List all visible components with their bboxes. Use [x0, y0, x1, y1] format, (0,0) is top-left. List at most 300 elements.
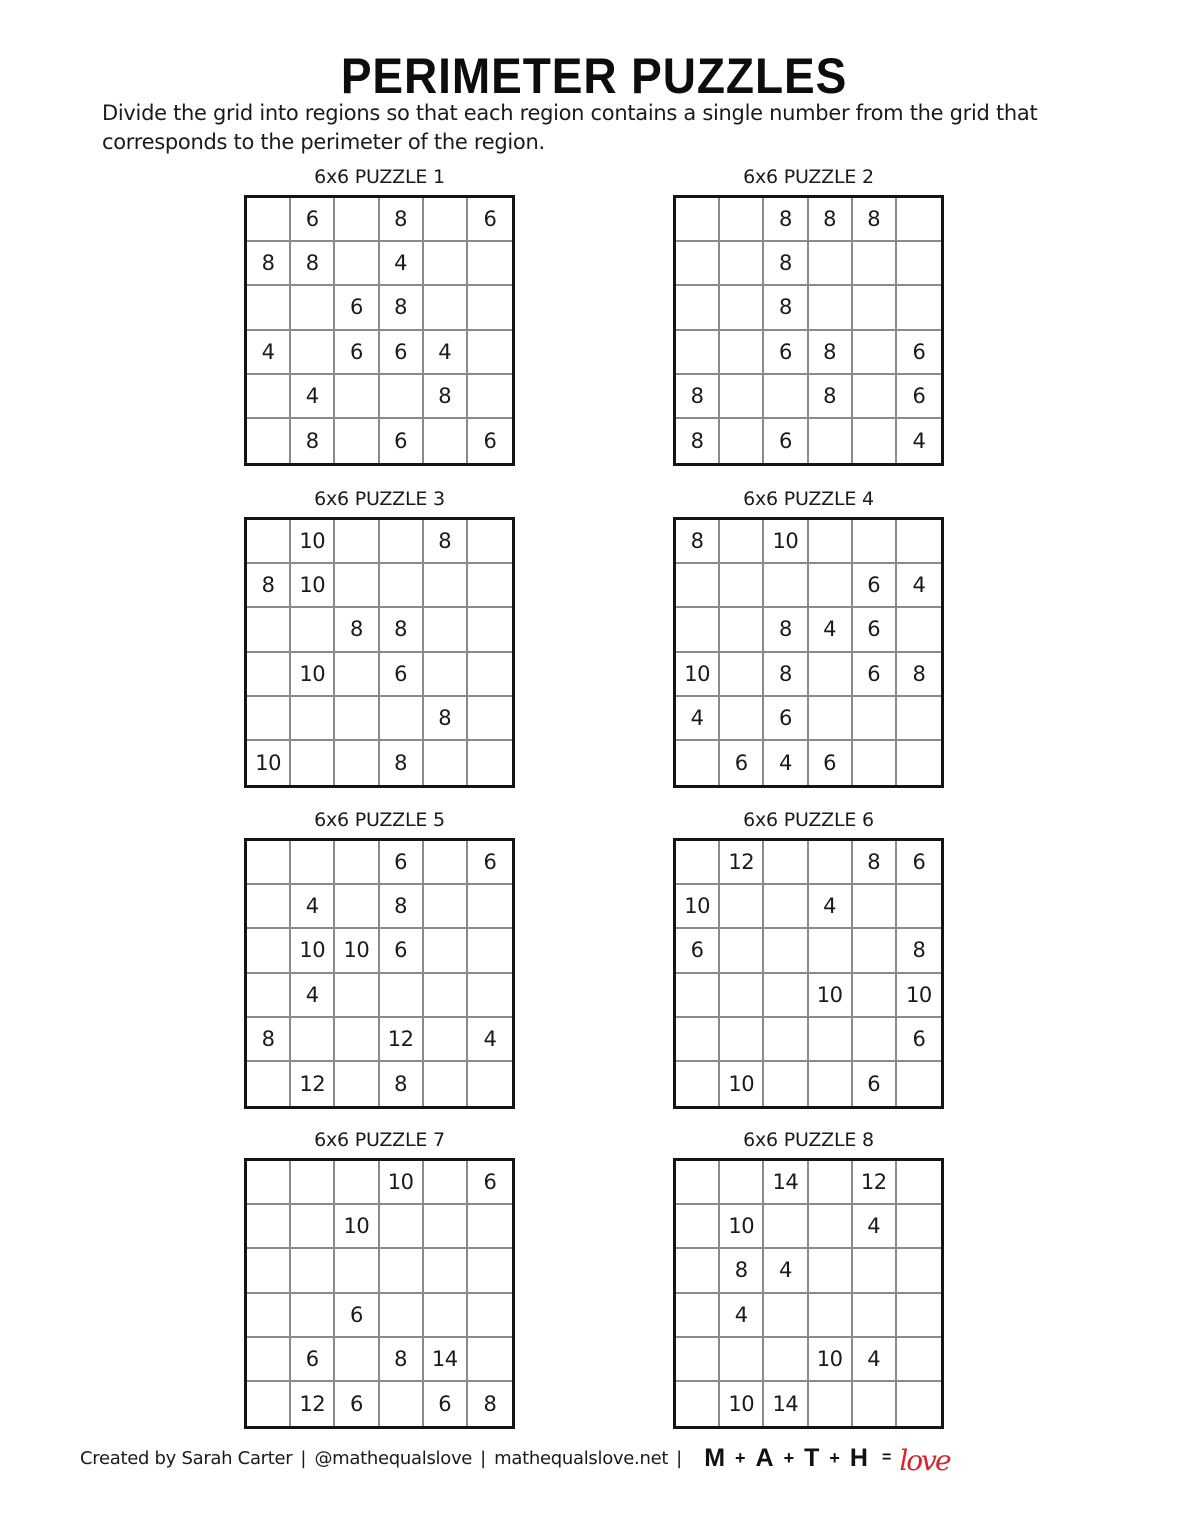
grid-cell: 10: [335, 1205, 379, 1249]
grid-cell: 12: [291, 1062, 335, 1106]
grid-cell: [291, 841, 335, 885]
grid-cell: [424, 741, 468, 785]
grid-cell: [380, 1249, 424, 1293]
grid-cell: [853, 1294, 897, 1338]
grid-cell: [853, 331, 897, 375]
grid-cell: 4: [764, 741, 808, 785]
grid-cell: 10: [809, 1338, 853, 1382]
grid-cell: [468, 1338, 512, 1382]
grid-cell: [720, 1161, 764, 1205]
grid-cell: 4: [291, 375, 335, 419]
grid-cell: [897, 885, 941, 929]
grid-cell: 6: [809, 741, 853, 785]
grid-cell: [676, 331, 720, 375]
grid-cell: 6: [853, 653, 897, 697]
grid-cell: 10: [720, 1062, 764, 1106]
grid-cell: [380, 974, 424, 1018]
grid-cell: [247, 885, 291, 929]
grid-cell: [468, 331, 512, 375]
grid-cell: [468, 564, 512, 608]
grid-cell: 6: [335, 1294, 379, 1338]
grid-cell: 4: [853, 1205, 897, 1249]
grid-cell: [853, 1249, 897, 1293]
grid-cell: 8: [424, 375, 468, 419]
grid-cell: 4: [809, 608, 853, 652]
grid-cell: 4: [247, 331, 291, 375]
grid-cell: 10: [809, 974, 853, 1018]
grid-cell: [424, 286, 468, 330]
grid-cell: [853, 520, 897, 564]
grid-cell: [291, 331, 335, 375]
grid-cell: 4: [380, 242, 424, 286]
grid-cell: [468, 885, 512, 929]
grid-cell: [720, 331, 764, 375]
grid-cell: [291, 1161, 335, 1205]
social-handle: @mathequalslove: [314, 1447, 473, 1469]
grid-cell: 6: [853, 608, 897, 652]
grid-cell: [897, 608, 941, 652]
grid-cell: 4: [291, 885, 335, 929]
puzzle-label: 6x6 PUZZLE 5: [314, 809, 445, 831]
brand-letter-t: T: [804, 1443, 820, 1472]
grid-cell: [335, 198, 379, 242]
grid-cell: 12: [720, 841, 764, 885]
grid-cell: [676, 974, 720, 1018]
grid-cell: [380, 1294, 424, 1338]
grid-cell: 8: [291, 242, 335, 286]
puzzle-label: 6x6 PUZZLE 7: [314, 1129, 445, 1151]
grid-cell: 6: [764, 697, 808, 741]
grid-cell: [291, 1249, 335, 1293]
grid-cell: 8: [764, 608, 808, 652]
grid-cell: [468, 1249, 512, 1293]
grid-cell: [380, 375, 424, 419]
grid-cell: [247, 1338, 291, 1382]
grid-cell: [897, 1161, 941, 1205]
grid-cell: 6: [764, 419, 808, 463]
grid-cell: 8: [424, 697, 468, 741]
grid-cell: [897, 1338, 941, 1382]
grid-cell: [809, 242, 853, 286]
grid-cell: [676, 1161, 720, 1205]
footer: [80, 1442, 950, 1477]
grid-cell: [809, 1161, 853, 1205]
grid-cell: 4: [912, 428, 926, 453]
footer-separator: |: [480, 1447, 487, 1469]
grid-cell: [676, 608, 720, 652]
grid-cell: [853, 286, 897, 330]
grid-cell: 6: [897, 331, 941, 375]
grid-cell: 8: [380, 608, 424, 652]
grid-cell: 8: [853, 198, 897, 242]
grid-cell: [897, 198, 941, 242]
grid-cell: [247, 1161, 291, 1205]
grid-cell: 6: [853, 564, 897, 608]
grid-cell: [720, 1338, 764, 1382]
grid-cell: [424, 1062, 468, 1106]
grid-cell: [468, 242, 512, 286]
grid-cell: 6: [291, 198, 335, 242]
grid-cell: 10: [380, 1161, 424, 1205]
grid-cell: 8: [809, 375, 853, 419]
grid-cell: [335, 885, 379, 929]
grid-cell: 6: [380, 929, 424, 973]
footer-separator: |: [300, 1447, 307, 1469]
grid-cell: [291, 697, 335, 741]
grid-cell: [720, 653, 764, 697]
grid-cell: [853, 375, 897, 419]
grid-cell: 6: [424, 1382, 468, 1426]
grid-cell: [809, 564, 853, 608]
equals-icon: =: [881, 1449, 892, 1466]
plus-icon: +: [829, 1447, 840, 1468]
grid-cell: [468, 653, 512, 697]
grid-cell: [720, 520, 764, 564]
footer-separator: |: [676, 1447, 683, 1469]
grid-cell: [247, 419, 291, 463]
grid-cell: [764, 974, 808, 1018]
grid-cell: [720, 419, 764, 463]
puzzle-grid: [244, 838, 515, 1109]
grid-cell: 6: [897, 841, 941, 885]
grid-cell: [380, 564, 424, 608]
grid-cell: [247, 286, 291, 330]
grid-cell: 6: [335, 286, 379, 330]
grid-cell: [720, 929, 764, 973]
puzzle-grid: [244, 517, 515, 788]
grid-cell: 14: [424, 1338, 468, 1382]
grid-cell: [809, 1205, 853, 1249]
grid-cell: 4: [853, 1338, 897, 1382]
brand-letter-a: A: [755, 1443, 774, 1472]
grid-cell: [247, 1382, 291, 1426]
grid-cell: [853, 929, 897, 973]
grid-cell: [380, 1382, 424, 1426]
grid-cell: [335, 375, 379, 419]
grid-cell: [720, 564, 764, 608]
grid-cell: [676, 1018, 720, 1062]
grid-cell: [764, 1018, 808, 1062]
puzzle-label: 6x6 PUZZLE 1: [314, 166, 445, 188]
grid-cell: [468, 375, 512, 419]
grid-cell: [809, 841, 853, 885]
grid-cell: [380, 697, 424, 741]
grid-cell: 8: [380, 1338, 424, 1382]
grid-cell: [335, 242, 379, 286]
grid-cell: 6: [291, 1338, 335, 1382]
grid-cell: 4: [424, 331, 468, 375]
grid-cell: 4: [676, 697, 720, 741]
grid-cell: 8: [897, 929, 941, 973]
grid-cell: [897, 1205, 941, 1249]
grid-cell: 8: [676, 520, 720, 564]
grid-cell: 10: [720, 1382, 764, 1426]
grid-cell: [764, 885, 808, 929]
puzzle-label: 6x6 PUZZLE 4: [743, 488, 874, 510]
grid-cell: [424, 419, 468, 463]
grid-cell: [897, 286, 941, 330]
grid-cell: 4: [468, 1018, 512, 1062]
grid-cell: [720, 375, 764, 419]
grid-cell: [897, 1382, 941, 1426]
grid-cell: [424, 1018, 468, 1062]
grid-cell: [853, 974, 897, 1018]
grid-cell: 10: [676, 653, 720, 697]
grid-cell: 8: [809, 198, 853, 242]
grid-cell: [809, 1249, 853, 1293]
grid-cell: [809, 1062, 853, 1106]
puzzle-grid: [244, 195, 515, 466]
grid-cell: [897, 242, 941, 286]
grid-cell: 10: [291, 520, 335, 564]
grid-cell: [764, 841, 808, 885]
grid-cell: [335, 841, 379, 885]
grid-cell: 8: [424, 520, 468, 564]
grid-cell: [764, 564, 808, 608]
grid-cell: [247, 608, 291, 652]
grid-cell: [424, 608, 468, 652]
grid-cell: [809, 286, 853, 330]
grid-cell: [424, 885, 468, 929]
grid-cell: [676, 1294, 720, 1338]
grid-cell: [853, 1018, 897, 1062]
grid-cell: [424, 653, 468, 697]
grid-cell: 8: [247, 1018, 291, 1062]
plus-icon: +: [735, 1447, 746, 1468]
grid-cell: 6: [380, 653, 424, 697]
grid-cell: [335, 520, 379, 564]
grid-cell: [676, 242, 720, 286]
grid-cell: [764, 375, 808, 419]
grid-cell: [720, 608, 764, 652]
puzzle-grid: [244, 1158, 515, 1429]
grid-cell: 8: [380, 286, 424, 330]
grid-cell: [853, 741, 897, 785]
grid-cell: [676, 841, 720, 885]
grid-cell: [809, 929, 853, 973]
grid-cell: 8: [380, 885, 424, 929]
grid-cell: [853, 419, 897, 463]
grid-cell: [335, 741, 379, 785]
grid-cell: [468, 1062, 512, 1106]
grid-cell: 10: [720, 1205, 764, 1249]
grid-cell: [335, 974, 379, 1018]
puzzle-grid: [673, 195, 944, 466]
grid-cell: [897, 697, 941, 741]
love-script: love: [899, 1443, 950, 1477]
puzzle-label: 6x6 PUZZLE 6: [743, 809, 874, 831]
grid-cell: 6: [764, 331, 808, 375]
puzzle-label: 6x6 PUZZLE 2: [743, 166, 874, 188]
grid-cell: [809, 1294, 853, 1338]
grid-cell: [335, 697, 379, 741]
grid-cell: [720, 242, 764, 286]
grid-cell: 6: [468, 198, 512, 242]
brand-letter-h: H: [849, 1443, 868, 1472]
grid-cell: [291, 741, 335, 785]
grid-cell: [424, 929, 468, 973]
grid-cell: 10: [676, 885, 720, 929]
grid-cell: 10: [291, 653, 335, 697]
grid-cell: 8: [483, 1391, 497, 1416]
grid-cell: 8: [809, 331, 853, 375]
grid-cell: [853, 885, 897, 929]
brand-logo: [700, 1442, 949, 1475]
grid-cell: [468, 697, 512, 741]
grid-cell: [897, 1249, 941, 1293]
grid-cell: [247, 375, 291, 419]
grid-cell: [853, 697, 897, 741]
grid-cell: [424, 1294, 468, 1338]
grid-cell: [468, 741, 512, 785]
website-link[interactable]: mathequalslove.net: [494, 1447, 669, 1469]
grid-cell: [764, 1062, 808, 1106]
grid-cell: [764, 1338, 808, 1382]
grid-cell: 6: [468, 1161, 512, 1205]
puzzle-grid: [673, 517, 944, 788]
grid-cell: [291, 1018, 335, 1062]
grid-cell: 8: [853, 841, 897, 885]
grid-cell: [335, 1018, 379, 1062]
grid-cell: 6: [853, 1062, 897, 1106]
grid-cell: 4: [809, 885, 853, 929]
grid-cell: [424, 564, 468, 608]
grid-cell: 8: [335, 608, 379, 652]
grid-cell: [676, 1062, 720, 1106]
grid-cell: [853, 242, 897, 286]
grid-cell: [247, 697, 291, 741]
grid-cell: [247, 1062, 291, 1106]
grid-cell: [764, 1294, 808, 1338]
grid-cell: [335, 419, 379, 463]
grid-cell: 10: [291, 564, 335, 608]
grid-cell: 8: [676, 419, 720, 463]
grid-cell: 8: [764, 286, 808, 330]
grid-cell: [247, 841, 291, 885]
grid-cell: 6: [483, 428, 497, 453]
grid-cell: [291, 608, 335, 652]
grid-cell: [291, 1205, 335, 1249]
grid-cell: [247, 198, 291, 242]
grid-cell: [764, 929, 808, 973]
grid-cell: [380, 1205, 424, 1249]
grid-cell: 10: [247, 741, 291, 785]
grid-cell: [720, 198, 764, 242]
grid-cell: [247, 929, 291, 973]
grid-cell: [247, 1249, 291, 1293]
grid-cell: 6: [897, 375, 941, 419]
grid-cell: [764, 1205, 808, 1249]
grid-cell: 6: [380, 419, 424, 463]
grid-cell: [468, 520, 512, 564]
grid-cell: 10: [335, 929, 379, 973]
grid-cell: [676, 741, 720, 785]
grid-cell: [676, 564, 720, 608]
plus-icon: +: [783, 1447, 795, 1468]
grid-cell: 4: [897, 564, 941, 608]
grid-cell: 4: [764, 1249, 808, 1293]
grid-cell: [720, 974, 764, 1018]
grid-cell: [468, 1205, 512, 1249]
grid-cell: [676, 1205, 720, 1249]
grid-cell: 6: [676, 929, 720, 973]
grid-cell: [468, 1294, 512, 1338]
grid-cell: [424, 841, 468, 885]
brand-letter-m: M: [704, 1443, 726, 1472]
grid-cell: 8: [897, 653, 941, 697]
page-title: PERIMETER PUZZLES: [340, 48, 848, 104]
grid-cell: [335, 1338, 379, 1382]
grid-cell: [291, 1294, 335, 1338]
grid-cell: 12: [291, 1382, 335, 1426]
grid-cell: [424, 1249, 468, 1293]
grid-cell: [809, 520, 853, 564]
grid-cell: 14: [764, 1382, 808, 1426]
grid-cell: [809, 419, 853, 463]
grid-cell: [676, 1249, 720, 1293]
grid-cell: [247, 1294, 291, 1338]
grid-cell: 8: [247, 564, 291, 608]
grid-cell: 6: [468, 841, 512, 885]
grid-cell: [897, 1062, 941, 1106]
grid-cell: [809, 1382, 853, 1426]
grid-cell: [897, 741, 941, 785]
grid-cell: [247, 520, 291, 564]
grid-cell: [468, 974, 512, 1018]
grid-cell: [676, 1382, 720, 1426]
instructions-text: Divide the grid into regions so that each region contains a single number from the grid that corresponds to the perimeter of the region.: [102, 101, 1038, 154]
grid-cell: 4: [720, 1294, 764, 1338]
grid-cell: [424, 974, 468, 1018]
grid-cell: 10: [291, 929, 335, 973]
grid-cell: [897, 520, 941, 564]
grid-cell: [380, 520, 424, 564]
grid-cell: [424, 198, 468, 242]
grid-cell: [335, 1161, 379, 1205]
puzzle-grid: [673, 1158, 944, 1429]
grid-cell: [335, 1249, 379, 1293]
grid-cell: [720, 1018, 764, 1062]
grid-cell: [335, 1062, 379, 1106]
grid-cell: [676, 198, 720, 242]
grid-cell: 6: [380, 331, 424, 375]
grid-cell: [809, 697, 853, 741]
grid-cell: [424, 1205, 468, 1249]
grid-cell: 4: [291, 974, 335, 1018]
grid-cell: 6: [335, 331, 379, 375]
grid-cell: 12: [380, 1018, 424, 1062]
puzzle-label: 6x6 PUZZLE 8: [743, 1129, 874, 1151]
grid-cell: [247, 653, 291, 697]
grid-cell: [335, 564, 379, 608]
grid-cell: 10: [764, 520, 808, 564]
grid-cell: [720, 286, 764, 330]
grid-cell: 6: [335, 1382, 379, 1426]
grid-cell: [676, 1338, 720, 1382]
grid-cell: [468, 608, 512, 652]
grid-cell: 6: [897, 1018, 941, 1062]
grid-cell: 8: [720, 1249, 764, 1293]
grid-cell: [335, 653, 379, 697]
grid-cell: [720, 697, 764, 741]
grid-cell: 8: [380, 1062, 424, 1106]
grid-cell: 8: [764, 653, 808, 697]
grid-cell: 8: [291, 419, 335, 463]
grid-cell: 10: [897, 974, 941, 1018]
grid-cell: 8: [380, 198, 424, 242]
grid-cell: 8: [247, 242, 291, 286]
credit-text: Created by Sarah Carter: [80, 1447, 293, 1469]
